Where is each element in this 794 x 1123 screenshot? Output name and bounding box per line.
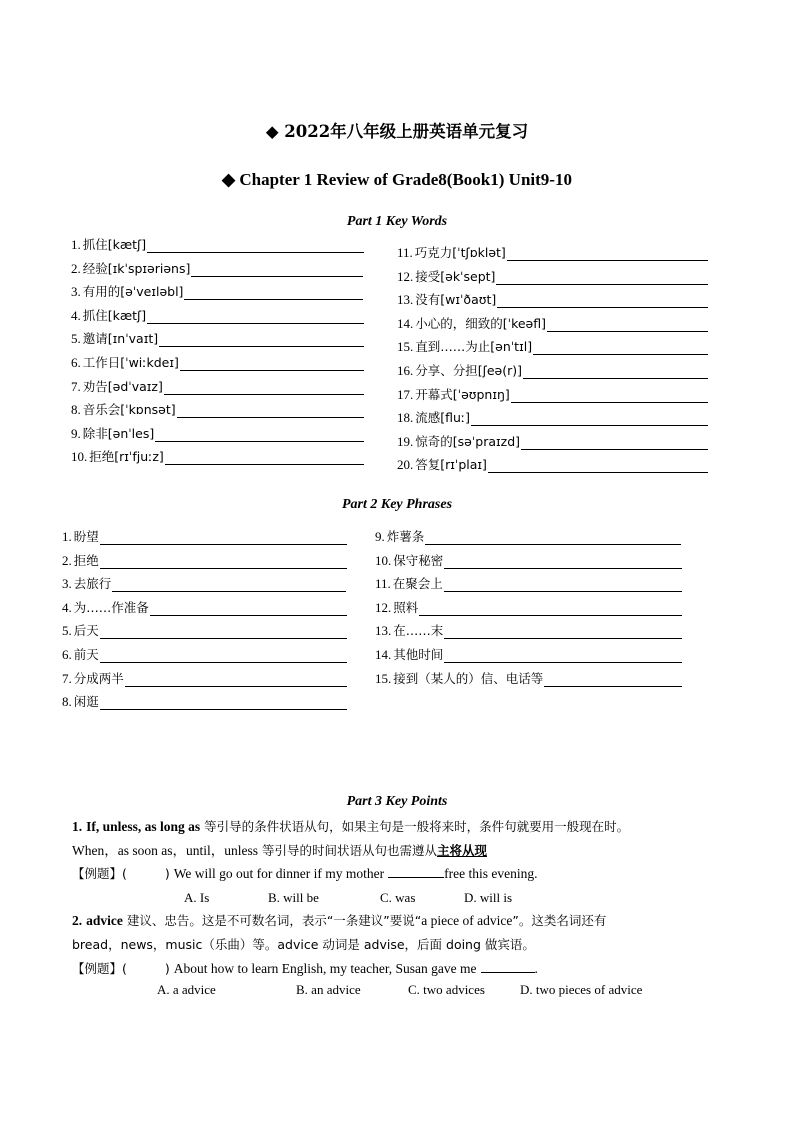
answer-blank[interactable] xyxy=(533,342,708,355)
point1-line1 xyxy=(72,818,629,835)
answer-blank[interactable] xyxy=(497,295,708,308)
item-prompt: 其他时间 xyxy=(393,647,444,662)
item-prompt: 拒绝[rɪˈfjuːz] xyxy=(89,449,164,465)
list-item xyxy=(397,245,708,261)
item-number: 15. xyxy=(397,339,414,355)
item-number: 17. xyxy=(397,386,414,402)
item-number: 4. xyxy=(71,307,81,323)
list-item xyxy=(397,363,708,379)
item-number: 6. xyxy=(62,647,72,662)
answer-blank[interactable] xyxy=(444,626,682,639)
point1-rule: 主将从现 xyxy=(436,843,487,858)
answer-blank[interactable] xyxy=(544,674,682,687)
answer-blank[interactable] xyxy=(155,429,364,442)
point2-text-end: ”。这类名词还有 xyxy=(512,913,607,928)
list-item xyxy=(397,292,708,308)
list-item xyxy=(62,576,346,592)
part2-heading: Part 2 Key Phrases xyxy=(341,497,453,512)
list-item xyxy=(397,316,708,332)
item-prompt: 分享、分担[ʃeə(r)] xyxy=(415,363,522,378)
example2-period: . xyxy=(534,961,538,976)
example2-label: 【例题】( xyxy=(72,961,127,976)
item-prompt: 保守秘密 xyxy=(393,552,444,568)
item-number: 8. xyxy=(62,694,72,710)
item-prompt: 小心的，细致的[ˈkeəfl] xyxy=(415,315,546,331)
item-prompt: 直到……为止[ənˈtɪl] xyxy=(415,339,533,355)
item-number: 18. xyxy=(397,410,414,426)
list-item xyxy=(62,600,347,616)
item-prompt: 工作日[ˈwiːkdeɪ] xyxy=(82,355,179,370)
answer-blank[interactable] xyxy=(444,579,682,592)
item-number: 20. xyxy=(397,457,414,473)
list-item xyxy=(62,553,347,569)
answer-blank[interactable] xyxy=(159,334,364,347)
list-item xyxy=(62,529,347,545)
item-number: 1. xyxy=(71,237,81,252)
example1-question-end: free this evening. xyxy=(444,866,538,881)
point2-keyword: advice xyxy=(86,913,123,928)
answer-blank[interactable] xyxy=(147,240,364,253)
list-item xyxy=(71,284,363,300)
item-number: 7. xyxy=(62,670,72,686)
answer-blank[interactable] xyxy=(547,319,708,332)
item-prompt: 前天 xyxy=(73,647,99,662)
item-number: 5. xyxy=(62,623,72,639)
item-prompt: 去旅行 xyxy=(73,576,112,592)
answer-blank[interactable] xyxy=(523,366,708,379)
part3-heading: Part 3 Key Points xyxy=(346,794,448,809)
list-item xyxy=(397,410,708,426)
item-number: 16. xyxy=(397,363,414,378)
item-prompt: 答复[rɪˈplaɪ] xyxy=(415,457,487,473)
list-item xyxy=(375,600,682,616)
point2-phrase: a piece of advice xyxy=(421,913,513,928)
answer-blank[interactable] xyxy=(100,697,347,710)
item-prompt: 盼望 xyxy=(73,529,99,544)
list-item xyxy=(62,647,347,663)
example1-option-d[interactable]: D. will is xyxy=(464,890,513,905)
item-number: 2. xyxy=(62,552,72,568)
answer-blank[interactable] xyxy=(425,532,681,545)
item-number: 12. xyxy=(397,268,414,284)
main-title: ◆ 2022年八年级上册英语单元复习 xyxy=(265,122,529,141)
point1-line2-keywords: When，as soon as，until，unless xyxy=(72,843,258,858)
list-item xyxy=(62,694,347,710)
answer-blank[interactable] xyxy=(444,556,682,569)
answer-blank[interactable] xyxy=(112,579,346,592)
answer-blank[interactable] xyxy=(100,626,347,639)
item-number: 2. xyxy=(71,260,81,276)
item-prompt: 拒绝 xyxy=(73,552,99,568)
sub-title: ◆ Chapter 1 Review of Grade8(Book1) Unit9-10 xyxy=(222,170,572,189)
answer-blank[interactable] xyxy=(488,460,708,473)
list-item xyxy=(71,449,364,465)
example1 xyxy=(72,865,537,882)
item-prompt: 邀请[ɪnˈvaɪt] xyxy=(82,331,159,347)
list-item xyxy=(375,553,682,569)
answer-blank[interactable] xyxy=(125,674,347,687)
example2-option-c[interactable]: C. two advices xyxy=(408,982,485,997)
example1-option-a[interactable]: A. Is xyxy=(184,890,210,905)
answer-blank[interactable] xyxy=(444,650,682,663)
point1-text: 等引导的条件状语从句，如果主句是一般将来时，条件句就要用一般现在时。 xyxy=(200,819,630,834)
item-number: 11. xyxy=(397,245,413,260)
item-prompt: 经验[ɪkˈspɪəriəns] xyxy=(82,260,191,276)
answer-blank[interactable] xyxy=(496,272,708,285)
example2 xyxy=(72,960,538,977)
answer-blank[interactable] xyxy=(147,311,364,324)
point1-line2 xyxy=(72,842,487,859)
item-prompt: 抓住[kætʃ] xyxy=(82,307,147,323)
answer-blank[interactable] xyxy=(164,382,364,395)
item-number: 4. xyxy=(62,599,72,615)
answer-blank[interactable] xyxy=(507,248,708,261)
item-prompt: 炸薯条 xyxy=(386,529,425,544)
item-number: 5. xyxy=(71,331,81,347)
answer-blank[interactable] xyxy=(471,413,708,426)
item-prompt: 照料 xyxy=(393,599,419,615)
item-prompt: 在……末 xyxy=(393,623,444,639)
list-item xyxy=(397,387,708,403)
list-item xyxy=(397,339,708,355)
answer-blank[interactable] xyxy=(184,287,363,300)
example1-label: 【例题】( xyxy=(72,866,127,881)
list-item xyxy=(375,576,682,592)
example1-blank[interactable] xyxy=(388,865,444,878)
point1-number: 1. xyxy=(72,819,83,834)
item-prompt: 接受[əkˈsept] xyxy=(415,268,496,284)
item-prompt: 劝告[ədˈvaɪz] xyxy=(82,378,163,394)
example1-question: We will go out for dinner if my mother xyxy=(173,866,385,881)
list-item xyxy=(397,434,708,450)
item-number: 8. xyxy=(71,402,81,418)
answer-blank[interactable] xyxy=(521,437,708,450)
answer-blank[interactable] xyxy=(180,358,364,371)
item-number: 13. xyxy=(397,292,414,308)
example2-blank[interactable] xyxy=(481,960,535,973)
item-number: 19. xyxy=(397,433,414,449)
item-prompt: 巧克力[ˈtʃɒklət] xyxy=(414,245,506,260)
item-prompt: 在聚会上 xyxy=(392,576,443,592)
item-number: 14. xyxy=(375,647,392,662)
item-prompt: 开幕式[ˈəʊpnɪŋ] xyxy=(415,386,510,402)
item-number: 1. xyxy=(62,529,72,544)
list-item xyxy=(62,623,347,639)
point1-keywords: If, unless, as long as xyxy=(86,819,201,834)
example2-question: About how to learn English, my teacher, Susan gave me xyxy=(173,961,477,976)
item-number: 13. xyxy=(375,623,392,639)
item-prompt: 后天 xyxy=(73,623,99,639)
answer-blank[interactable] xyxy=(100,650,347,663)
example1-option-c[interactable]: C. was xyxy=(380,890,416,905)
answer-blank[interactable] xyxy=(165,452,364,465)
item-number: 6. xyxy=(71,355,81,370)
item-number: 3. xyxy=(62,576,72,592)
item-number: 3. xyxy=(71,284,81,300)
item-prompt: 惊奇的[səˈpraɪzd] xyxy=(415,433,521,449)
answer-blank[interactable] xyxy=(177,405,364,418)
answer-blank[interactable] xyxy=(191,264,363,277)
item-number: 9. xyxy=(71,425,81,441)
item-number: 11. xyxy=(375,576,391,592)
list-item xyxy=(375,529,681,545)
example1-option-b[interactable]: B. will be xyxy=(268,890,319,905)
list-item xyxy=(71,261,363,277)
point2-number: 2. xyxy=(72,913,83,928)
list-item xyxy=(71,379,364,395)
list-item xyxy=(71,426,364,442)
list-item xyxy=(62,671,347,687)
example2-paren: ) xyxy=(164,961,170,976)
item-prompt: 接到（某人的）信、电话等 xyxy=(393,670,544,686)
answer-blank[interactable] xyxy=(511,390,708,403)
answer-blank[interactable] xyxy=(419,603,682,616)
example1-paren: ) xyxy=(164,866,170,881)
item-number: 10. xyxy=(375,552,392,568)
point2-line2: bread，news，music（乐曲）等。advice 动词是 advise，后面 doing 做宾语。 xyxy=(72,937,535,952)
item-number: 10. xyxy=(71,449,88,465)
item-prompt: 抓住[kætʃ] xyxy=(82,237,147,252)
answer-blank[interactable] xyxy=(100,532,347,545)
part1-heading: Part 1 Key Words xyxy=(346,214,448,229)
list-item xyxy=(397,457,708,473)
point2-text: 建议、忠告。这是不可数名词，表示“一条建议”要说“ xyxy=(122,913,422,928)
point1-line2-text: 等引导的时间状语从句也需遵从 xyxy=(257,843,437,858)
list-item xyxy=(71,355,364,371)
item-prompt: 分成两半 xyxy=(73,670,124,686)
item-number: 7. xyxy=(71,378,81,394)
example2-option-a[interactable]: A. a advice xyxy=(157,982,216,997)
item-prompt: 有用的[əˈveɪləbl] xyxy=(82,284,184,300)
answer-blank[interactable] xyxy=(150,603,347,616)
list-item xyxy=(375,623,682,639)
item-prompt: 除非[ənˈles] xyxy=(82,425,155,441)
list-item xyxy=(375,647,682,663)
list-item xyxy=(397,269,708,285)
answer-blank[interactable] xyxy=(100,556,347,569)
item-number: 14. xyxy=(397,315,414,331)
item-prompt: 流感[fluː] xyxy=(415,410,471,426)
point2-line1 xyxy=(72,912,606,929)
item-prompt: 没有[wɪˈðaʊt] xyxy=(415,292,497,308)
example2-option-b[interactable]: B. an advice xyxy=(296,982,361,997)
item-prompt: 音乐会[ˈkɒnsət] xyxy=(82,402,176,418)
list-item xyxy=(71,237,364,253)
item-prompt: 闲逛 xyxy=(73,694,99,710)
item-number: 9. xyxy=(375,529,385,544)
item-number: 12. xyxy=(375,599,392,615)
example2-option-d[interactable]: D. two pieces of advice xyxy=(520,982,643,997)
item-prompt: 为……作准备 xyxy=(73,599,149,615)
list-item xyxy=(71,308,364,324)
item-number: 15. xyxy=(375,670,392,686)
list-item xyxy=(71,402,364,418)
list-item xyxy=(375,671,682,687)
list-item xyxy=(71,331,364,347)
